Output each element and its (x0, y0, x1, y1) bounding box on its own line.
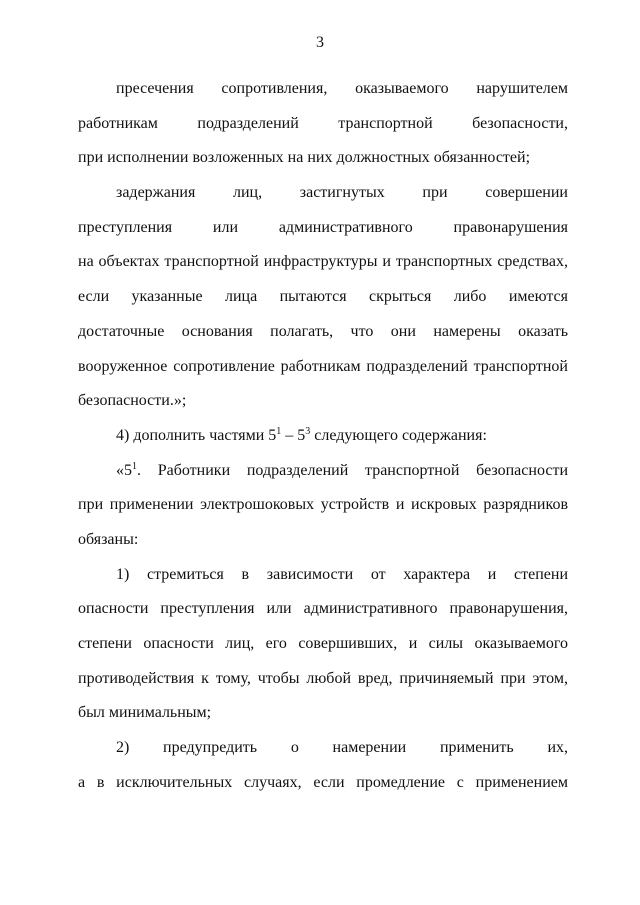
paragraph-line-21: а в исключительных случаях, если промедление с применением (78, 773, 568, 791)
section-suffix: . Работники подразделений транспортной безопасности (137, 461, 568, 479)
paragraph-line-1: пресечения сопротивления, оказываемого нарушителем (116, 80, 568, 97)
paragraph-line-20: 2) предупредить о намерении применить их, (116, 739, 568, 757)
paragraph-line-11 (78, 425, 568, 460)
paragraph-line-10: безопасности.»; (78, 392, 187, 410)
amendment-prefix: 4) дополнить частями 5 (116, 426, 277, 444)
paragraph-line-19: был минимальным; (78, 704, 212, 722)
page-number: 3 (316, 34, 324, 51)
paragraph-line-6: на объектах транспортной инфраструктуры и транспортных средствах, (78, 253, 568, 271)
paragraph-line-2: работникам подразделений транспортной безопасности, (78, 114, 568, 132)
section-prefix: «5 (116, 461, 132, 479)
paragraph-line-7: если указанные лица пытаются скрыться либо имеются (78, 288, 568, 306)
amendment-range-dash: – 5 (281, 426, 306, 444)
paragraph-line-3: при исполнении возложенных на них должностных обязанностей; (78, 149, 531, 167)
paragraph-line-12 (78, 460, 568, 495)
document-body (78, 78, 568, 806)
paragraph-line-8: достаточные основания полагать, что они намерены оказать (78, 322, 568, 340)
amendment-suffix: следующего содержания: (310, 426, 487, 444)
superscript-one-start: 1 (276, 425, 282, 437)
section-superscript: 1 (132, 460, 137, 472)
superscript-three-end: 3 (305, 425, 311, 437)
paragraph-line-14: обязаны: (78, 530, 139, 548)
paragraph-line-5: преступления или административного правонарушения (78, 218, 568, 236)
paragraph-line-4: задержания лиц, застигнутых при совершении (116, 184, 568, 202)
paragraph-line-16: опасности преступления или административного правонарушения, (78, 600, 568, 618)
paragraph-line-13: при применении электрошоковых устройств и искровых разрядников (78, 496, 568, 514)
paragraph-line-17: степени опасности лиц, его совершивших, и силы оказываемого (78, 635, 568, 652)
paragraph-line-15: 1) стремиться в зависимости от характера и степени (116, 565, 568, 583)
paragraph-line-9: вооруженное сопротивление работникам подразделений транспортной (78, 357, 568, 375)
paragraph-line-18: противодействия к тому, чтобы любой вред, причиняемый при этом, (78, 669, 568, 687)
